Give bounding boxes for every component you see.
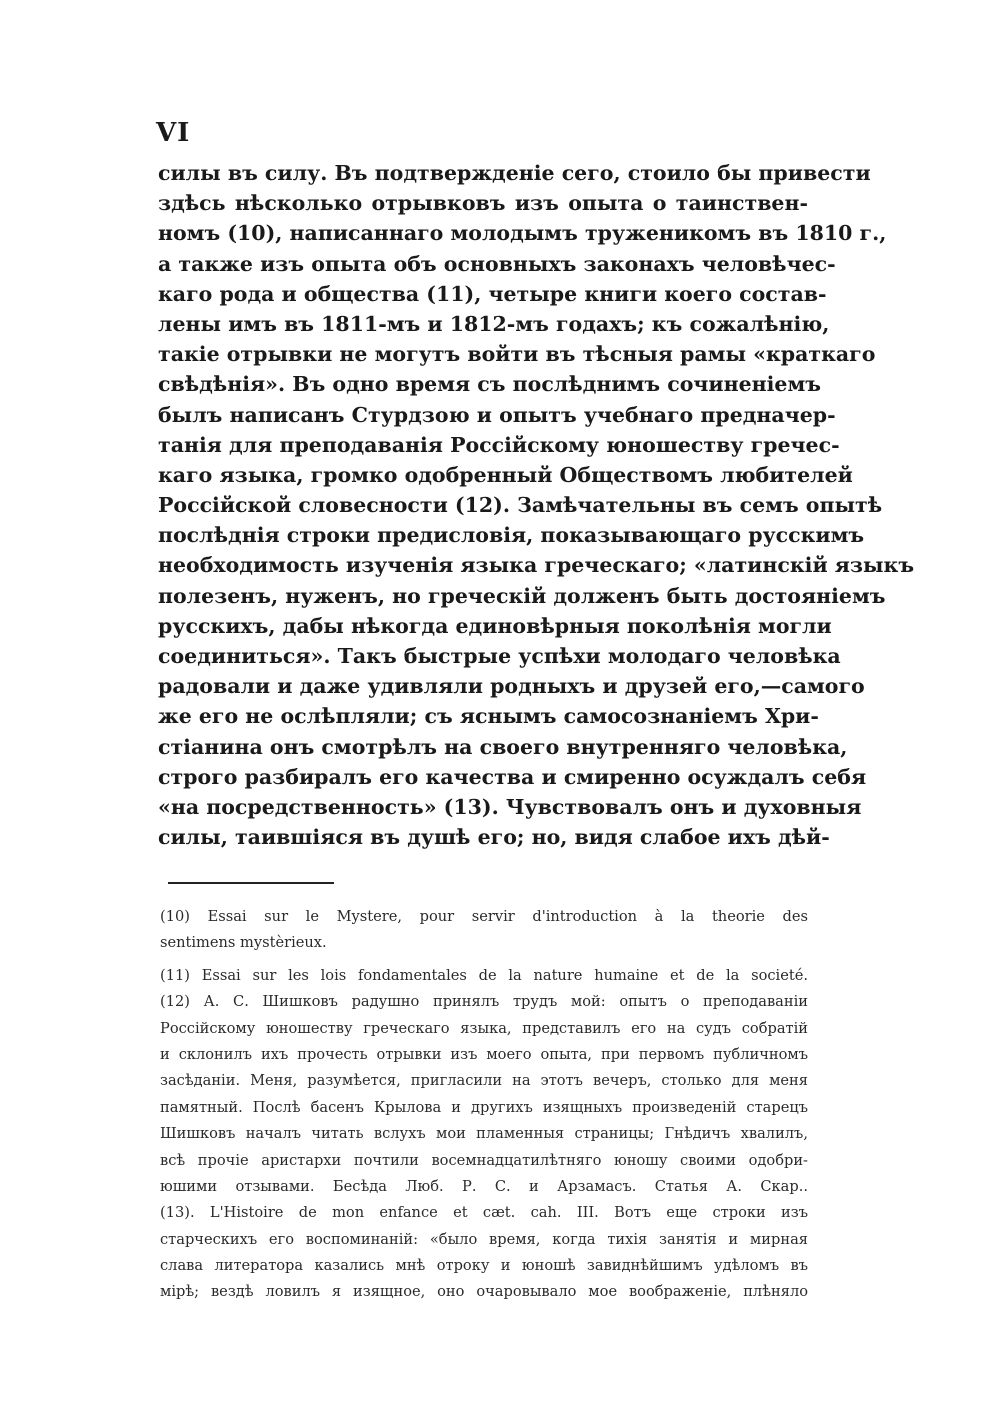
footnote-line: засѣданіи. Меня, разумѣется, пригласили на этотъ вечеръ, столько для меня — [160, 1072, 808, 1090]
footnote-13 — [160, 1200, 808, 1306]
footnote-line: и склонилъ ихъ прочесть отрывки изъ моего опыта, при первомъ публичномъ — [160, 1045, 808, 1063]
footnote-line: (11) Essai sur les lois fondamentales de la nature humaine et de la societé. — [160, 966, 808, 984]
text-line: необходимость изученія языка греческаго; «латинскій языкъ — [158, 553, 915, 578]
text-line: каго языка, громко одобренный Обществомъ любителей — [158, 462, 853, 487]
text-line: лены имъ въ 1811-мъ и 1812-мъ годахъ; къ сожалѣнію, — [158, 311, 830, 336]
text-line: номъ (10), написаннаго молодымъ труженикомъ въ 1810 г., — [158, 221, 887, 246]
footnote-line: старческихъ его воспоминаній: «было время, когда тихія занятія и мирная — [160, 1230, 808, 1248]
text-line: «на посредственность» (13). Чувствовалъ онъ и духовныя — [158, 794, 862, 819]
footnote-11 — [160, 963, 808, 989]
footnote-12 — [160, 989, 808, 1200]
page-number: VI — [156, 118, 191, 148]
text-line: такіе отрывки не могутъ войти въ тѣсныя рамы «краткаго — [158, 342, 876, 367]
text-line: послѣднія строки предисловія, показывающаго русскимъ — [158, 523, 865, 548]
footnote-line: юшими отзывами. Бесѣда Люб. Р. С. и Арзамасъ. Статья А. Скар.. — [160, 1177, 808, 1195]
footnote-line: (10) Essai sur le Mystere, pour servir d'introduction à la theorie des — [160, 908, 808, 925]
footnote-line: Россійскому юношеству греческаго языка, представилъ его на судъ собратій — [160, 1019, 808, 1037]
footnote-line: (12) А. С. Шишковъ радушно принялъ трудъ мой: опытъ о преподаваніи — [160, 993, 808, 1011]
footnote-line: sentimens mystèrieux. — [160, 934, 327, 952]
footnote-line: (13). L'Histoire de mon enfance et cæt. cah. III. Вотъ еще строки изъ — [160, 1204, 808, 1222]
footnotes — [160, 904, 808, 1306]
text-line: силы въ силу. Въ подтвержденіе сего, стоило бы привести — [158, 161, 871, 185]
main-text — [158, 158, 915, 852]
text-line: строго разбиралъ его качества и смиренно осуждалъ себя — [158, 764, 867, 789]
text-line: а также изъ опыта объ основныхъ законахъ человѣчес- — [158, 251, 836, 276]
text-line: свѣдѣнія». Въ одно время съ послѣднимъ сочиненіемъ — [158, 372, 821, 397]
text-line: танія для преподаванія Россійскому юношеству гречес- — [158, 432, 840, 457]
text-line: стіанина онъ смотрѣлъ на своего внутренняго человѣка, — [158, 734, 848, 759]
footnote-10 — [160, 904, 808, 957]
text-line: соединиться». Такъ быстрые успѣхи молодаго человѣка — [158, 644, 841, 668]
text-line: здѣсь нѣсколько отрывковъ изъ опыта о таинствен- — [158, 191, 808, 216]
text-line: полезенъ, нуженъ, но греческій долженъ быть достояніемъ — [158, 583, 886, 608]
footnote-line: всѣ прочіе аристархи почтили восемнадцатилѣтняго юношу своими одобри- — [160, 1151, 808, 1169]
text-line: Россійской словесности (12). Замѣчательны въ семъ опытѣ — [158, 493, 883, 518]
text-line: же его не ослѣпляли; съ яснымъ самосознаніемъ Хри- — [158, 704, 819, 729]
footnote-line: Шишковъ началъ читать вслухъ мои пламенныя страницы; Гнѣдичъ хвалилъ, — [160, 1125, 808, 1143]
footnote-line: памятный. Послѣ басенъ Крылова и другихъ изящныхъ произведеній старецъ — [160, 1098, 808, 1116]
text-line: былъ написанъ Стурдзою и опытъ учебнаго предначер- — [158, 402, 836, 427]
text-line: каго рода и общества (11), четыре книги коего состав- — [158, 281, 827, 306]
footnote-line: мірѣ; вездѣ ловилъ я изящное, оно очаровывало мое воображеніе, плѣняло — [160, 1283, 808, 1301]
text-line: силы, таившіяся въ душѣ его; но, видя слабое ихъ дѣй- — [158, 825, 830, 850]
text-line: радовали и даже удивляли родныхъ и друзей его,—самого — [158, 674, 865, 699]
text-line: русскихъ, дабы нѣкогда единовѣрныя поколѣнія могли — [158, 613, 832, 638]
footnote-line: слава литератора казались мнѣ отроку и юношѣ завиднѣйшимъ удѣломъ въ — [160, 1257, 808, 1275]
footnote-separator — [168, 882, 334, 884]
